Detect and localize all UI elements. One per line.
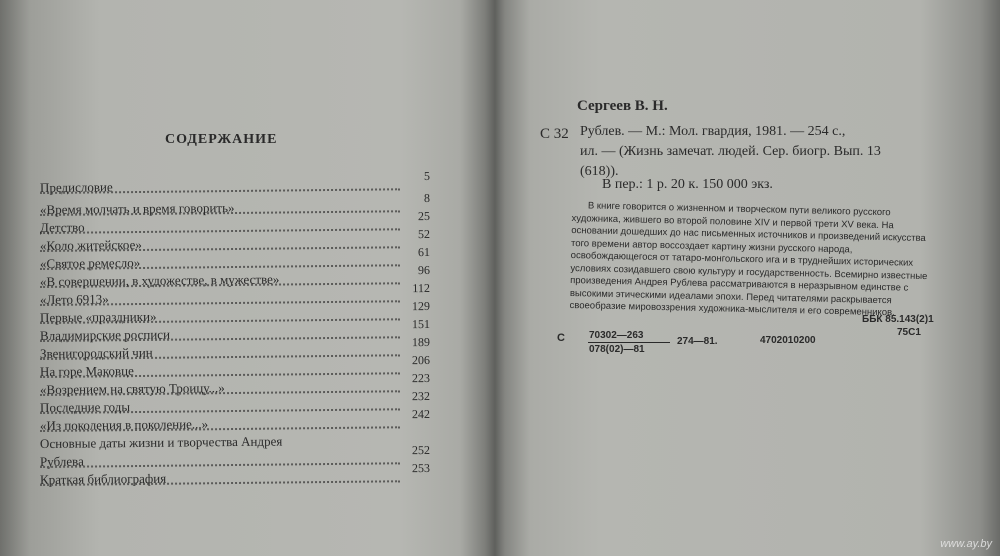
toc-entry-page: 189 (411, 334, 430, 350)
toc-entry-title: Рублева (39, 453, 84, 470)
toc-entry-page: 25 (417, 208, 430, 224)
bib-line-2: ил. — (Жизнь замечат. людей. Сер. биогр. Вып. 13 (580, 144, 881, 159)
formula-fraction-line (588, 342, 670, 343)
toc-entry-page: 8 (423, 190, 430, 206)
toc-entry-title: «Время молчать и время говорить» (39, 200, 235, 218)
formula-letter: С (557, 332, 565, 344)
toc-entry-page: 223 (411, 370, 430, 386)
bibliographic-description (580, 122, 940, 182)
bib-line-3: (618)). (580, 164, 619, 179)
toc-entry-title: «Святое ремесло» (39, 254, 141, 272)
toc-entry-page: 61 (417, 244, 430, 260)
bib-line-1: Рублев. — М.: Мол. гвардия, 1981. — 254 с., (580, 124, 846, 139)
toc-entry-title: Предисловие (39, 179, 113, 196)
toc-entry-page: 253 (411, 460, 430, 476)
toc-entry-title: Детство (39, 219, 85, 236)
toc-entry-page: 151 (411, 316, 430, 332)
toc-entry-page: 232 (411, 388, 430, 404)
author-name: Сергеев В. Н. (577, 98, 668, 114)
toc-entry-page: 52 (417, 226, 430, 242)
toc-entry-title: Основные даты жизни и творчества Андрея (39, 433, 283, 452)
toc-leader-dots (40, 462, 400, 468)
toc-entry-page: 129 (411, 298, 430, 314)
toc-entry-title: Краткая библиография (39, 470, 167, 488)
toc-entry-title: На горе Маковце (39, 363, 134, 380)
toc-entry-page: 252 (411, 442, 430, 458)
toc-entry-page: 206 (411, 352, 430, 368)
toc-entry (39, 190, 430, 218)
toc-leader-dots (40, 228, 400, 234)
toc-entry-page: 5 (423, 168, 430, 184)
right-page (492, 0, 1000, 556)
bbk-author-mark: 75С1 (897, 327, 921, 338)
toc-entry-title: Первые «праздники» (39, 308, 157, 326)
catalog-code: С 32 (540, 126, 569, 142)
toc-entry-title: «Возрением на святую Троицу...» (39, 380, 225, 398)
toc-entry (40, 432, 430, 452)
toc-entry (39, 168, 430, 196)
watermark: www.ay.by (940, 538, 992, 550)
toc-entry-page: 242 (411, 406, 430, 422)
bbk-index: ББК 85.143(2)1 (862, 314, 934, 325)
formula-numerator: 70302—263 (589, 330, 644, 341)
toc-entry-title: Владимирские росписи (39, 326, 171, 344)
formula-denominator: 078(02)—81 (589, 344, 645, 355)
left-page (0, 0, 482, 556)
toc-entry-title: Последние годы (39, 399, 131, 416)
toc-entry-page: 112 (412, 280, 430, 296)
book-annotation: В книге говорится о жизненном и творческом пути великого русского художника, жившего во второй половине XIV и первой трети XV века. На основании дошедших до нас письменных источников и произведений искусства того времени автор воссоздает картину жизни русского народа, освобождающегося от татаро-монгольского ига и в труднейших исторических условиях созидавшего свою культуру и государственность. Всемирно известные произведения Андрея Рублева рассматриваются в неразрывном единстве с высокими этическими идеалами эпохи. Перед читателями раскрывается своеобразие мировоззрения художника-мыслителя и его современников. (569, 200, 928, 319)
toc-entry-title: «Лето 6913» (39, 291, 109, 308)
toc-entry-page: 96 (417, 262, 430, 278)
toc-entry-title: «Из поколения в поколение...» (39, 416, 209, 434)
formula-suffix: 274—81. (677, 336, 718, 347)
toc-entry-title: «Коло житейское» (39, 236, 142, 254)
toc-entry-title: Звенигородский чин (39, 344, 153, 362)
price-and-print-run: В пер.: 1 р. 20 к. 150 000 экз. (602, 177, 773, 192)
toc-entry-title: «В совершении, в художестве, в мужестве» (39, 271, 280, 290)
publication-code: 4702010200 (760, 335, 816, 346)
toc-title: СОДЕРЖАНИЕ (165, 132, 278, 147)
